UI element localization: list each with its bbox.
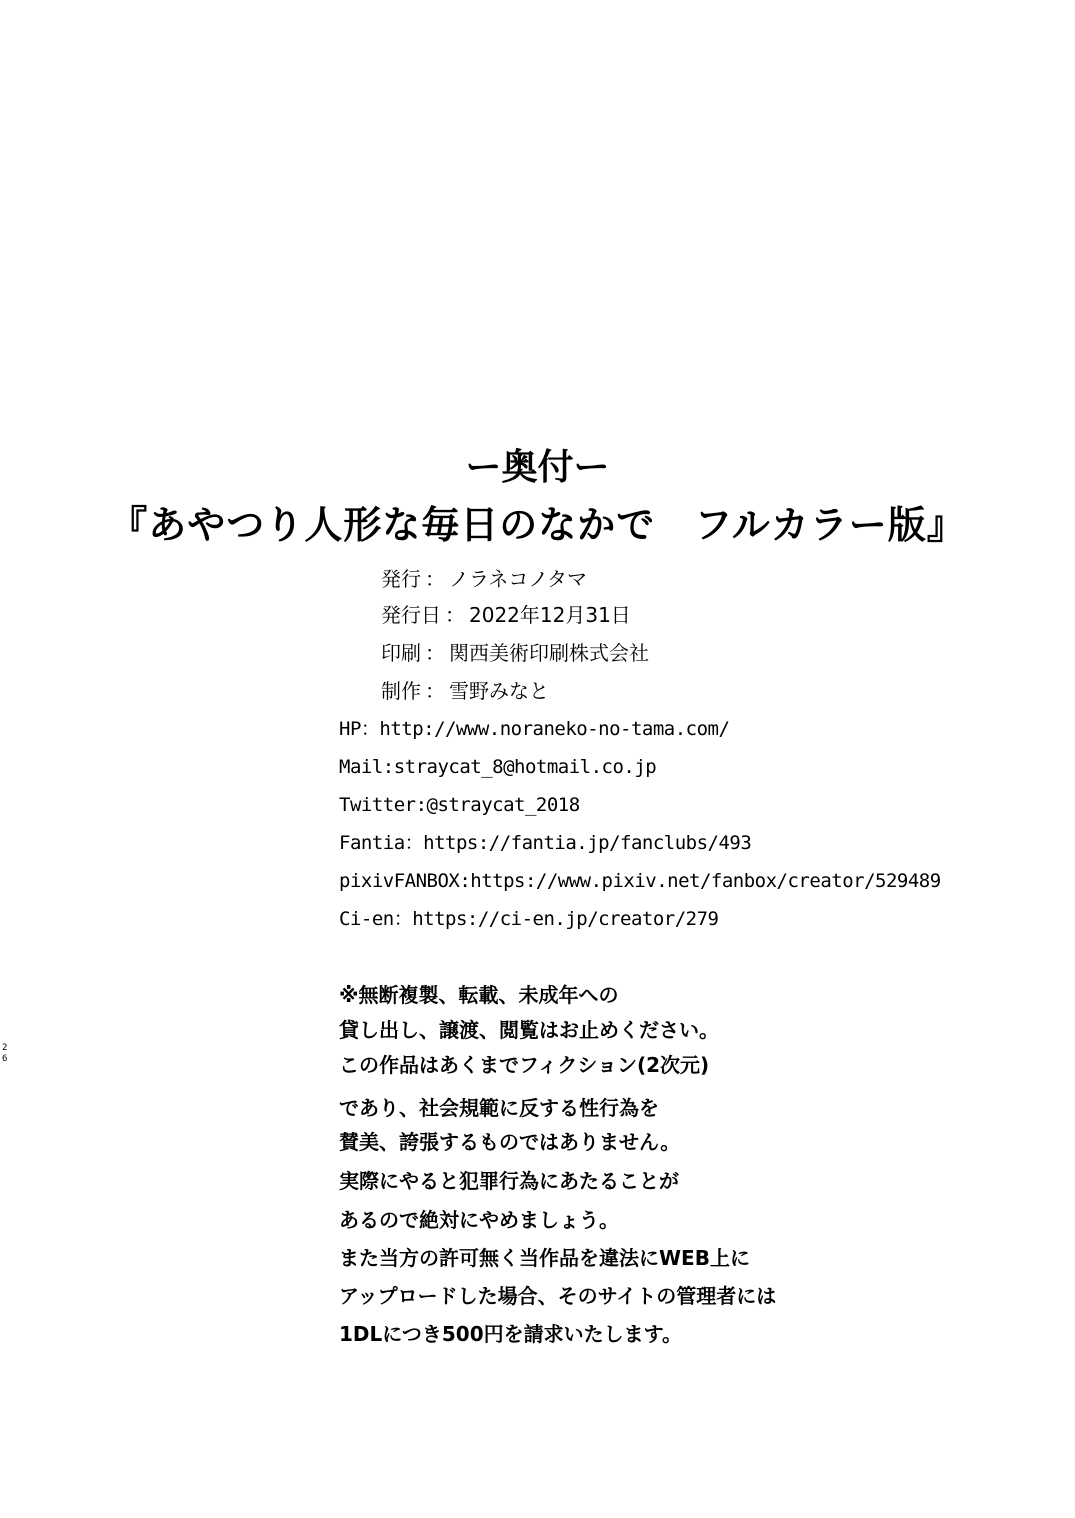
- credit-separator: ：: [425, 567, 445, 591]
- credit-separator: ：: [425, 641, 445, 665]
- notice-line: また当方の許可無く当作品を違法にWEB上に: [339, 1246, 750, 1270]
- credit-label: 制作: [381, 679, 421, 703]
- book-title: 『あやつり人形な毎日のなかで フルカラー版』: [109, 503, 966, 547]
- notice-line: 1DLにつき500円を請求いたします。: [339, 1322, 683, 1346]
- credit-value: 関西美術印刷株式会社: [449, 641, 649, 665]
- credit-publisher: [381, 565, 587, 593]
- notice-line: 賛美、誇張するものではありません。: [339, 1130, 681, 1154]
- notice-line: アップロードした場合、そのサイトの管理者には: [339, 1284, 777, 1308]
- link-homepage[interactable]: HP：http://www.noraneko-no-tama.com/: [339, 718, 730, 740]
- notice-line: この作品はあくまでフィクション(2次元): [339, 1053, 710, 1077]
- notice-line: であり、社会規範に反する性行為を: [339, 1096, 659, 1120]
- link-ci-en[interactable]: Ci-en：https://ci-en.jp/creator/279: [339, 908, 719, 930]
- link-fantia[interactable]: Fantia：https://fantia.jp/fanclubs/493: [339, 832, 752, 854]
- notice-line: 実際にやると犯罪行為にあたることが: [339, 1169, 679, 1193]
- link-twitter[interactable]: Twitter:@straycat_2018: [339, 794, 580, 816]
- credit-separator: ：: [445, 603, 465, 627]
- credit-value: 雪野みなと: [449, 679, 549, 703]
- page-number: 26: [2, 1043, 8, 1064]
- notice-line: あるので絶対にやめましょう。: [339, 1208, 619, 1232]
- credit-printer: [381, 639, 649, 667]
- credit-label: 印刷: [381, 641, 421, 665]
- colophon-heading: ー奥付ー: [465, 447, 610, 488]
- credit-separator: ：: [425, 679, 445, 703]
- credit-label: 発行日: [381, 603, 441, 627]
- credit-value: ノラネコノタマ: [449, 567, 587, 591]
- credit-author: [381, 677, 549, 705]
- credit-label: 発行: [381, 567, 421, 591]
- link-pixiv-fanbox[interactable]: pixivFANBOX:https://www.pixiv.net/fanbox/creator/529489: [339, 870, 941, 892]
- notice-line: ※無断複製、転載、未成年への: [339, 983, 619, 1007]
- credit-value: 2022年12月31日: [469, 603, 631, 627]
- credit-publish-date: [381, 601, 631, 629]
- notice-line: 貸し出し、譲渡、閲覧はお止めください。: [339, 1018, 719, 1042]
- link-mail[interactable]: Mail:straycat_8@hotmail.co.jp: [339, 756, 657, 778]
